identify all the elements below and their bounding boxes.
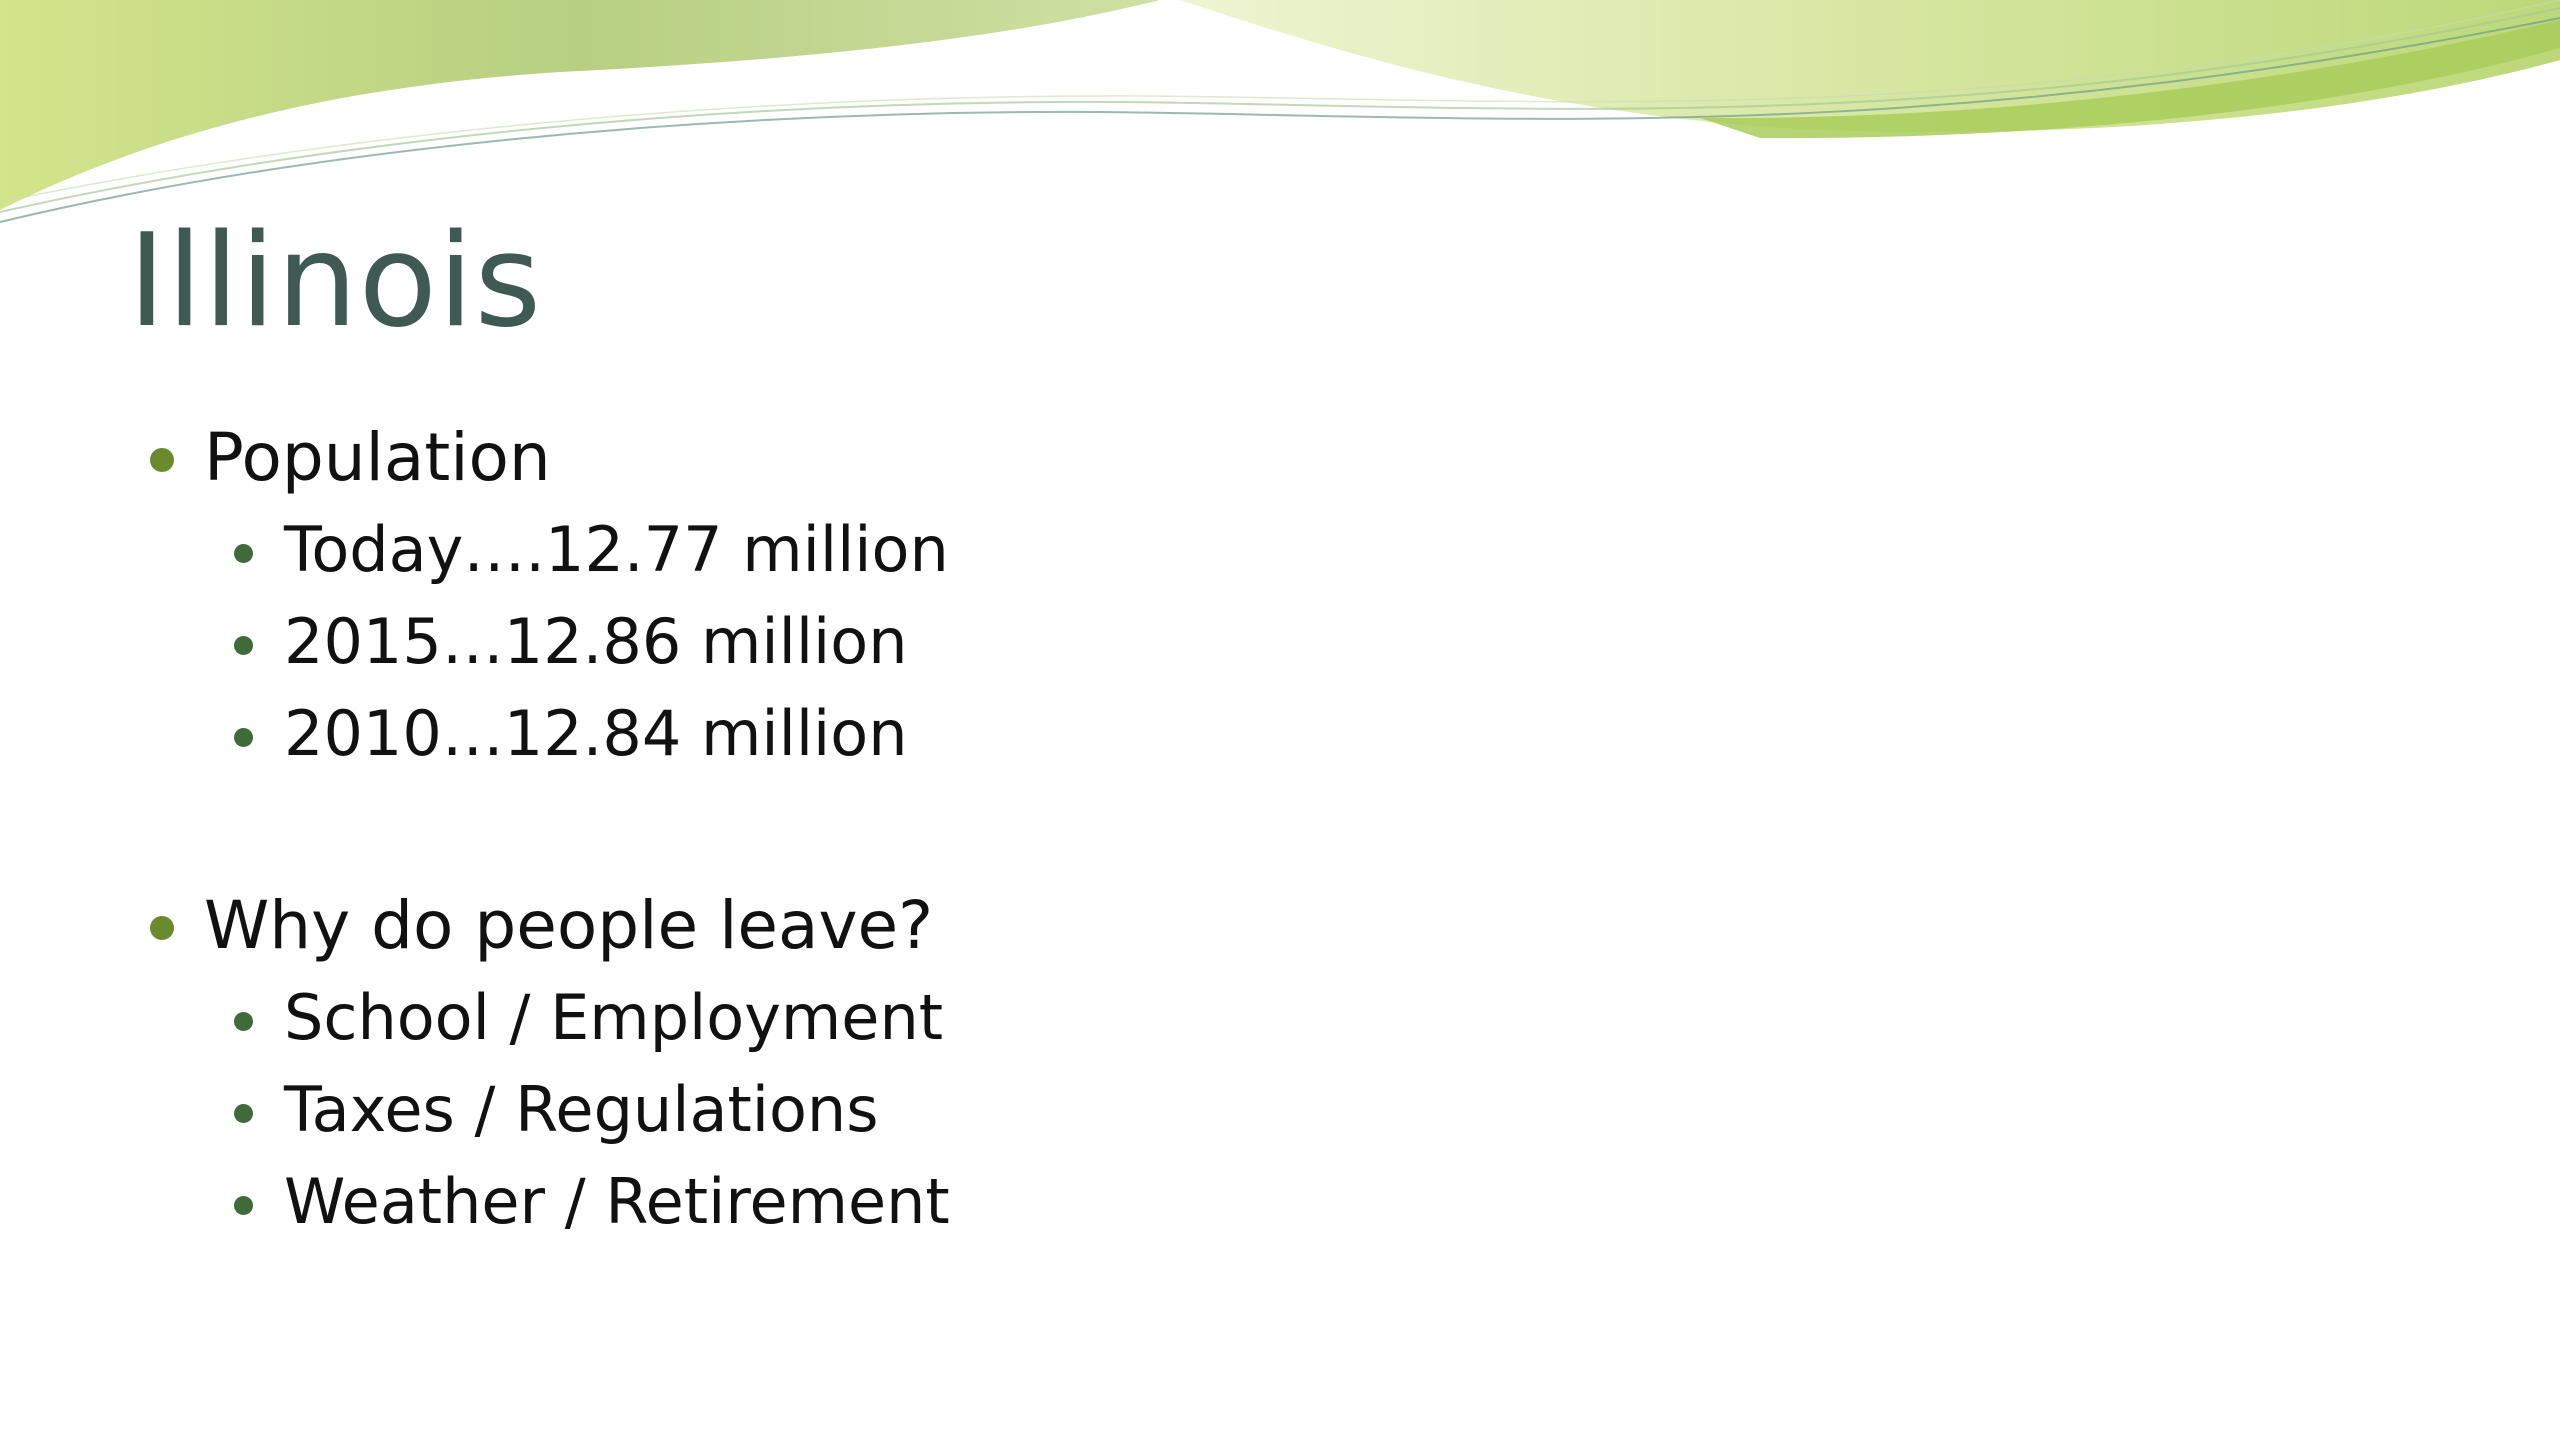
sub-bullet-text: Weather / Retirement <box>284 1165 950 1238</box>
bullet-dot-icon <box>234 544 253 563</box>
bullet-text: Why do people leave? <box>204 887 934 964</box>
bullet-dot-icon <box>150 448 174 472</box>
bullet-dot-icon <box>234 1012 253 1031</box>
sub-bullet-text: Taxes / Regulations <box>284 1073 879 1146</box>
sub-bullet-2015 <box>0 596 949 688</box>
sub-bullet-school <box>0 972 950 1064</box>
swoosh-left-shape <box>0 0 1160 210</box>
bullet-text: Population <box>204 419 551 496</box>
sub-bullet-text: Today….12.77 million <box>284 513 949 586</box>
slide-title: Illinois <box>128 207 543 356</box>
sub-bullet-text: 2015…12.86 million <box>284 605 908 678</box>
sub-bullet-text: 2010…12.84 million <box>284 697 908 770</box>
sub-bullet-weather <box>0 1156 950 1248</box>
bullet-dot-icon <box>234 1104 253 1123</box>
bullet-dot-icon <box>234 636 253 655</box>
sub-bullet-text: School / Employment <box>284 981 944 1054</box>
header-swoosh-decoration <box>0 0 2560 240</box>
sub-bullet-taxes <box>0 1064 950 1156</box>
why-leave-list <box>0 880 950 1248</box>
population-list <box>0 412 949 780</box>
bullet-dot-icon <box>234 728 253 747</box>
bullet-population <box>0 412 949 504</box>
bullet-why-leave <box>0 880 950 972</box>
sub-bullet-today <box>0 504 949 596</box>
sub-bullet-2010 <box>0 688 949 780</box>
bullet-dot-icon <box>234 1196 253 1215</box>
bullet-dot-icon <box>150 916 174 940</box>
